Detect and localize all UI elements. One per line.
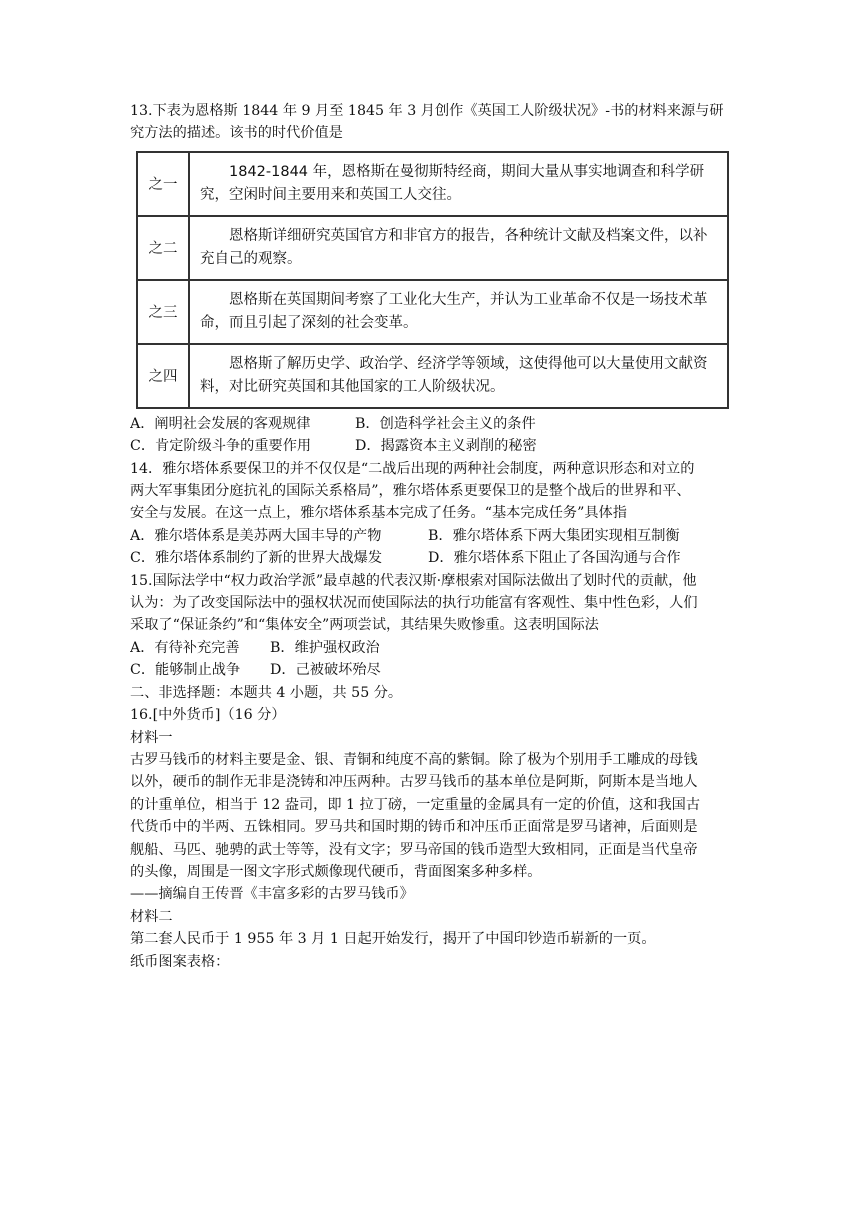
exam-page — [130, 100, 735, 973]
q15-stem-line2: 认为：为了改变国际法中的强权状况而使国际法的执行功能富有客观性、集中性色彩，人们 — [130, 595, 698, 612]
material-1-line: 的头像，周围是一图文字形式颇像现代硬币，背面图案多种多样。 — [130, 863, 542, 880]
table-row-text-content: 恩格斯在英国期间考察了工业化大生产，并认为工业革命不仅是一场技术革命，而且引起了深刻的社会变革。 — [200, 291, 708, 331]
q13-option-b[interactable]: B．创造科学社会主义的条件 — [355, 415, 536, 432]
table-row — [137, 216, 728, 280]
q14-stem-line1: 14．雅尔塔体系要保卫的并不仅仅是“二战后出现的两种社会制度，两种意识形态和对立的 — [130, 460, 695, 477]
q15-stem-line1: 15.国际法学中“权力政治学派”最卓越的代表汉斯·摩根索对国际法做出了划时代的贡献，他 — [130, 572, 697, 589]
q14-option-a[interactable]: A．雅尔塔体系是美苏两大国丰导的产物 — [130, 527, 382, 544]
q13-stem-line2: 究方法的描述。该书的时代价值是 — [130, 125, 343, 142]
material-1-source: ——摘编自王传晋《丰富多彩的古罗马钱币》 — [130, 886, 414, 903]
q14-options-row2 — [130, 547, 735, 569]
section-heading: 二、非选择题：本题共 4 小题，共 55 分。 — [130, 684, 403, 701]
material-1-label: 材料一 — [130, 729, 173, 746]
table-row-text — [189, 216, 728, 280]
q13-options-row1 — [130, 413, 735, 435]
material-2-line: 第二套人民币于 1 955 年 3 月 1 日起开始发行，揭开了中国印钞造币崭新的一页。 — [130, 931, 656, 948]
table-row-text — [189, 344, 728, 408]
table-row-text-content: 1842-1844 年，恩格斯在曼彻斯特经商，期间大量从事实地调查和科学研究，空闲时间主要用来和英国工人交往。 — [200, 163, 705, 203]
material-1-line: 古罗马钱币的材料主要是金、银、青铜和纯度不高的紫铜。除了极为个别用手工雕成的母钱 — [130, 751, 698, 768]
q14-options-row1 — [130, 525, 735, 547]
q15-stem-line3: 采取了“保证条约”和“集体安全”两项尝试，其结果失败惨重。这表明国际法 — [130, 617, 599, 634]
q14-option-c[interactable]: C．雅尔塔体系制约了新的世界大战爆发 — [130, 550, 383, 567]
table-row-text-content: 恩格斯了解历史学、政治学、经济学等领域，这使得他可以大量使用文献资料，对比研究英国和其他国家的工人阶级状况。 — [200, 355, 708, 395]
material-2-label: 材料二 — [130, 908, 173, 925]
table-row-text — [189, 152, 728, 216]
q13-options-row2 — [130, 435, 735, 457]
q15-option-b[interactable]: B．维护强权政治 — [270, 639, 380, 656]
material-1-line: 舰船、马匹、驰骋的武士等等，没有文字；罗马帝国的钱币造型大致相同，正面是当代皇帝 — [130, 841, 698, 858]
q13-option-c[interactable]: C．肯定阶级斗争的重要作用 — [130, 438, 312, 455]
material-2-line: 纸币图案表格： — [130, 953, 230, 970]
table-row — [137, 152, 728, 216]
q15-option-c[interactable]: C．能够制止战争 — [130, 662, 241, 679]
material-1-line: 的计重单位，相当于 12 盎司，即 1 拉丁磅，一定重量的金属具有一定的价值，这和我国古 — [130, 796, 701, 813]
material-1-line: 代货币中的半两、五铢相同。罗马共和国时期的铸币和冲压币正面常是罗马诸神，后面则是 — [130, 819, 698, 836]
material-1-line: 以外，硬币的制作无非是浇铸和冲压两种。古罗马钱币的基本单位是阿斯，阿斯本是当地人 — [130, 774, 698, 791]
q15-options-row2 — [130, 659, 735, 681]
table-row-text — [189, 280, 728, 344]
table-row-key: 之三 — [137, 280, 189, 344]
table-row — [137, 280, 728, 344]
q13-stem-line1: 13.下表为恩格斯 1844 年 9 月至 1845 年 3 月创作《英国工人阶级状况》-书的材料来源与研 — [130, 103, 724, 119]
table-row-text-content: 恩格斯详细研究英国官方和非官方的报告，各种统计文献及档案文件，以补充自己的观察。 — [200, 227, 708, 267]
q13-option-d[interactable]: D．揭露资本主义剥削的秘密 — [355, 438, 537, 455]
q14-stem-line3: 安全与发展。在这一点上，雅尔塔体系基本完成了任务。“基本完成任务”具体指 — [130, 505, 627, 522]
table-row-key: 之二 — [137, 216, 189, 280]
table-row — [137, 344, 728, 408]
q14-option-b[interactable]: B．雅尔塔体系下两大集团实现相互制衡 — [428, 527, 680, 544]
q14-stem-line2: 两大军事集团分庭抗礼的国际关系格局”，雅尔塔体系更要保卫的是整个战后的世界和平、 — [130, 483, 691, 500]
table-row-key: 之一 — [137, 152, 189, 216]
table-row-key: 之四 — [137, 344, 189, 408]
q13-source-table — [136, 151, 729, 409]
q13-option-a[interactable]: A．阐明社会发展的客观规律 — [130, 415, 311, 432]
q14-option-d[interactable]: D．雅尔塔体系下阻止了各国沟通与合作 — [428, 550, 681, 567]
q16-title: 16.[中外货币]（16 分） — [130, 707, 286, 724]
q15-option-a[interactable]: A．有待补充完善 — [130, 639, 240, 656]
q15-option-d[interactable]: D．己被破坏殆尽 — [270, 662, 381, 679]
q15-options-row1 — [130, 637, 735, 659]
